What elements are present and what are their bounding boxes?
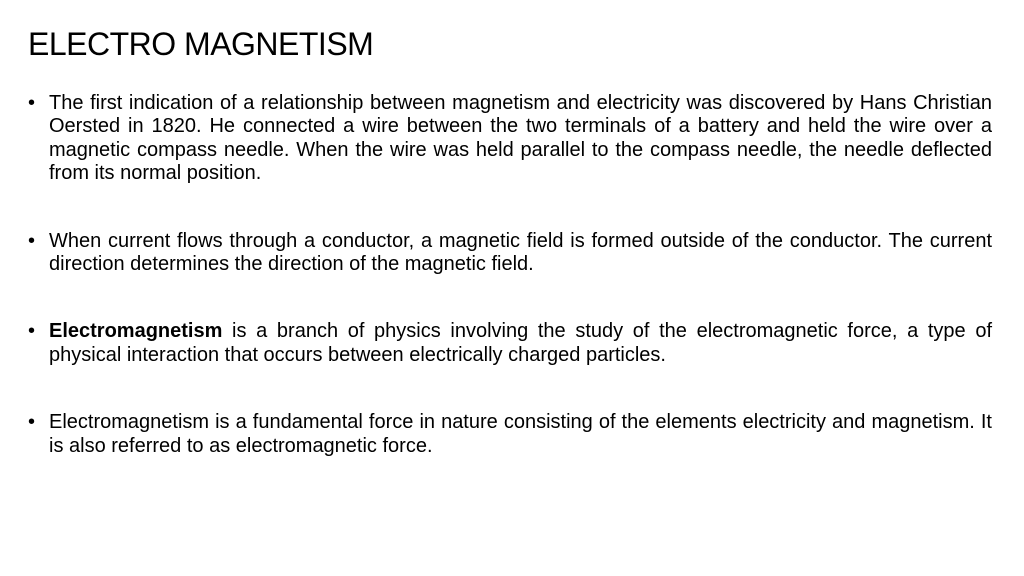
bullet-text: is a branch of physics involving the study of the electromagnetic force, a type of physical interaction that occurs between electrically charged particles.: [49, 320, 992, 366]
bullet-marker: •: [28, 92, 36, 114]
bullet-list: [28, 92, 992, 458]
bullet-item-definition: [28, 320, 992, 367]
bullet-marker: •: [28, 229, 36, 252]
bullet-bold-term: Electromagnetism: [49, 320, 223, 343]
bullet-text: Electromagnetism is a fundamental force in nature consisting of the elements electricity and magnetism. It is also referred to as electromagnetic force.: [49, 411, 992, 457]
bullet-item-current-flow: [28, 230, 992, 277]
bullet-marker: •: [28, 411, 36, 434]
bullet-marker: •: [28, 320, 36, 343]
bullet-item-fundamental-force: [28, 411, 992, 458]
bullet-item-oersted: [28, 92, 992, 186]
bullet-text: The first indication of a relationship between magnetism and electricity was discovered by Hans Christian Oersted in 1820. He connected a wire between the two terminals of a battery and held the wire over a magnetic compass needle. When the wire was held parallel to the compass needle, the needle deflected from its normal position.: [49, 92, 992, 185]
slide-title: ELECTRO MAGNETISM: [28, 26, 374, 62]
bullet-text: When current flows through a conductor, a magnetic field is formed outside of the conductor. The current direction determines the direction of the magnetic field.: [49, 229, 992, 276]
